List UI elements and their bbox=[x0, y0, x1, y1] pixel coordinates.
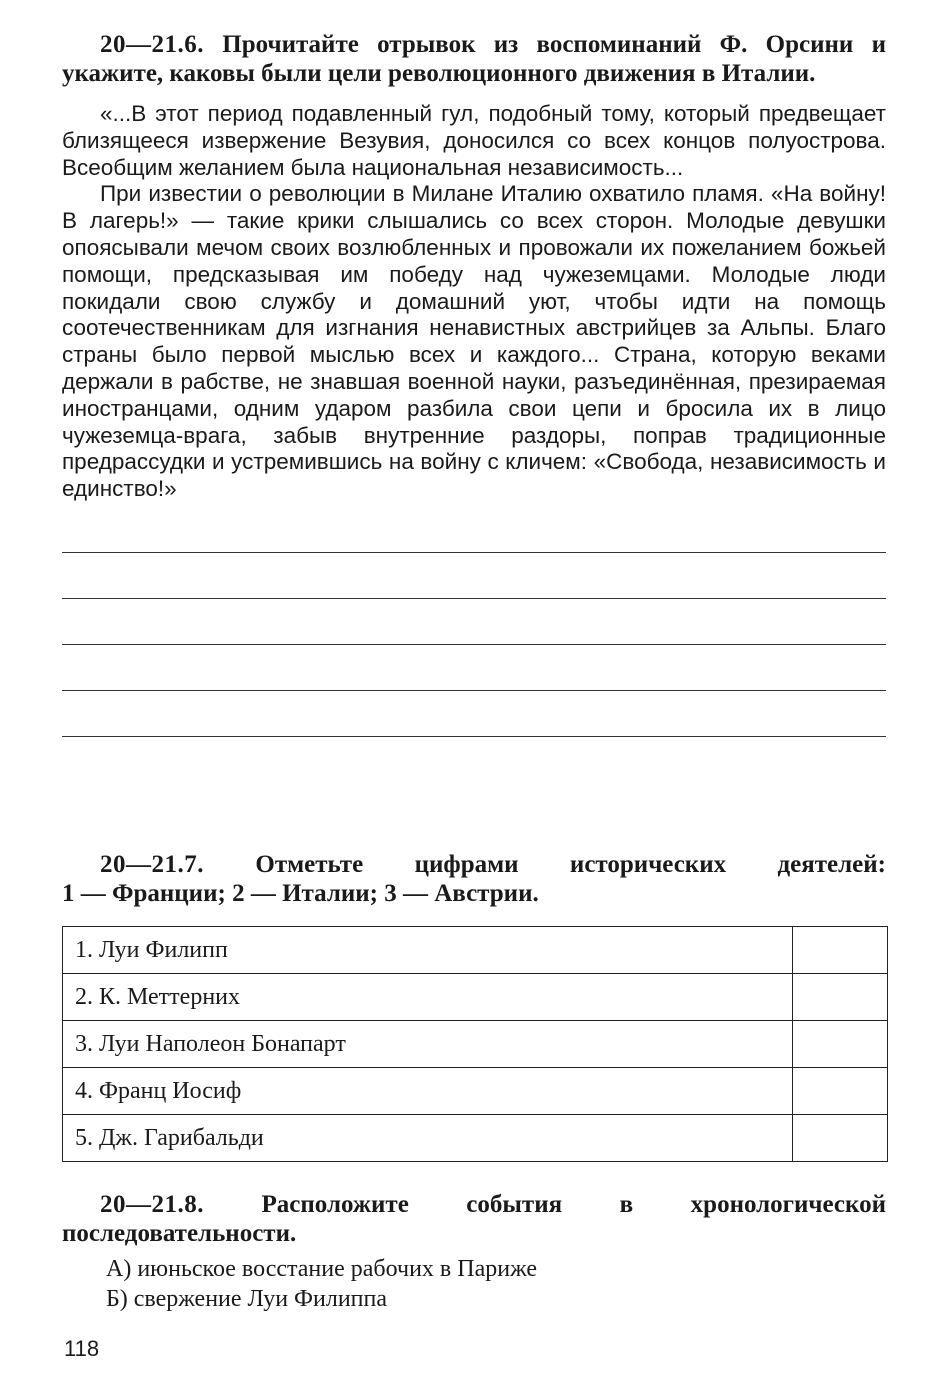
answer-line[interactable] bbox=[62, 691, 886, 737]
task-21-7 bbox=[62, 850, 886, 908]
task-21-8 bbox=[62, 1190, 886, 1314]
answer-line[interactable] bbox=[62, 553, 886, 599]
table-row bbox=[63, 1115, 888, 1162]
task-21-7-title-line1 bbox=[62, 850, 886, 879]
task-21-8-number: 20—21.8. bbox=[100, 1191, 204, 1218]
task-21-8-title bbox=[62, 1190, 886, 1248]
figure-name: 2. К. Меттерних bbox=[63, 974, 793, 1021]
workbook-page bbox=[62, 30, 887, 1312]
task-21-7-prompt: Отметьте цифрами исторических деятелей: bbox=[255, 851, 886, 878]
answer-line[interactable] bbox=[62, 645, 886, 691]
task-21-8-prompt: Расположите события в хронологической последовательности. bbox=[62, 1191, 887, 1247]
table-row bbox=[63, 1068, 888, 1115]
task-21-7-number: 20—21.7. bbox=[100, 851, 204, 878]
task-21-6-number: 20—21.6. bbox=[100, 31, 204, 58]
excerpt-paragraph: «...В этот период подавленный гул, подобный тому, который предвещает близящееся извержение Везувия, доносился со всех концов полуострова. Всеобщим желанием была национальная независимость... bbox=[62, 101, 886, 180]
task-21-6 bbox=[62, 30, 886, 737]
country-answer-cell[interactable] bbox=[793, 1115, 888, 1162]
task-21-6-prompt: Прочитайте отрывок из воспоминаний Ф. Орсини и укажите, каковы были цели революционного движения в Италии. bbox=[62, 31, 886, 87]
figure-name: 4. Франц Иосиф bbox=[63, 1068, 793, 1115]
task-21-6-title bbox=[62, 30, 886, 88]
figure-name: 5. Дж. Гарибальди bbox=[63, 1115, 793, 1162]
events-list bbox=[62, 1254, 886, 1314]
orsini-excerpt bbox=[62, 101, 886, 503]
task-21-7-title-line2: 1 — Франции; 2 — Италии; 3 — Австрии. bbox=[62, 880, 539, 907]
answer-area[interactable] bbox=[62, 531, 886, 737]
excerpt-paragraph: При известии о революции в Милане Италию охватило пламя. «На войну! В лагерь!» — такие крики слышались со всех сторон. Молодые девушки опоясывали мечом своих возлюбленных и провожали их пожеланием божьей помощи, предсказывая им победу над чужеземцами. Молодые люди покидали свою службу и домашний уют, чтобы идти на помощь соотечественникам для изгнания ненавистных австрийцев за Альпы. Благо страны было первой мыслью всех и каждого... Страна, которую веками держали в рабстве, не знавшая военной науки, разъединённая, презираемая иностранцами, одним ударом разбила свои цепи и бросила их в лицо чужеземца-врага, забыв внутренние раздоры, поправ традиционные предрассудки и устремившись на войну с кличем: «Свобода, независимость и единство!» bbox=[62, 181, 886, 502]
country-answer-cell[interactable] bbox=[793, 1068, 888, 1115]
country-answer-cell[interactable] bbox=[793, 927, 888, 974]
table-row bbox=[63, 927, 888, 974]
historical-figures-table bbox=[62, 926, 888, 1162]
answer-line[interactable] bbox=[62, 599, 886, 645]
country-answer-cell[interactable] bbox=[793, 974, 888, 1021]
answer-line[interactable] bbox=[62, 531, 886, 553]
page-number: 118 bbox=[64, 1336, 100, 1361]
event-item: Б) свержение Луи Филиппа bbox=[106, 1286, 388, 1312]
figure-name: 3. Луи Наполеон Бонапарт bbox=[63, 1021, 793, 1068]
table-row bbox=[63, 974, 888, 1021]
event-item: А) июньское восстание рабочих в Париже bbox=[106, 1256, 538, 1282]
figure-name: 1. Луи Филипп bbox=[63, 927, 793, 974]
country-answer-cell[interactable] bbox=[793, 1021, 888, 1068]
table-row bbox=[63, 1021, 888, 1068]
